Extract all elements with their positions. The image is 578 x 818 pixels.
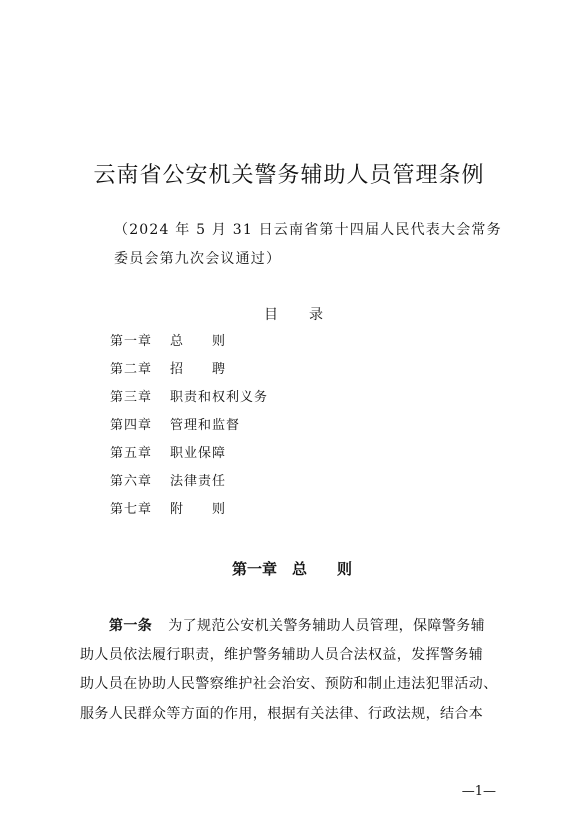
toc-item-title: 总 则 xyxy=(170,334,227,349)
article-line-3: 助人员在协助人民警察维护社会治安、预防和制止违法犯罪活动、 xyxy=(80,676,498,692)
toc-item-title: 职业保障 xyxy=(170,446,227,461)
article-line-1 xyxy=(109,615,485,635)
toc-item-title: 管理和监督 xyxy=(170,418,241,433)
adoption-note-line-1: （2024 年 5 月 31 日云南省第十四届人民代表大会常务 xyxy=(114,222,502,238)
toc-item-number: 第五章 xyxy=(110,446,153,461)
toc-item-number: 第二章 xyxy=(110,362,153,377)
document-title: 云南省公安机关警务辅助人员管理条例 xyxy=(93,163,485,188)
toc-item-title: 法律责任 xyxy=(170,474,227,489)
toc-item-number: 第四章 xyxy=(110,418,153,433)
toc-item-number: 第六章 xyxy=(110,474,153,489)
toc-item-number: 第七章 xyxy=(110,502,153,517)
toc-item xyxy=(110,417,268,445)
toc-item xyxy=(110,501,268,529)
toc-item-title: 职责和权利义务 xyxy=(170,390,269,405)
article-label: 第一条 xyxy=(109,618,153,634)
toc-heading xyxy=(264,304,324,324)
toc-item xyxy=(110,389,268,417)
article-line-2: 助人员依法履行职责，维护警务辅助人员合法权益，发挥警务辅 xyxy=(80,647,484,663)
page-number: —1— xyxy=(461,784,496,799)
chapter-heading xyxy=(232,558,352,579)
toc-item-title: 附 则 xyxy=(170,502,227,517)
toc-heading-part1: 目 xyxy=(264,307,279,323)
chapter-number: 第一章 xyxy=(232,560,278,578)
adoption-note-line-2: 委员会第九次会议通过） xyxy=(114,251,282,267)
toc-heading-part2: 录 xyxy=(309,307,324,323)
chapter-title: 总 则 xyxy=(292,560,353,578)
table-of-contents xyxy=(110,333,268,529)
article-text: 为了规范公安机关警务辅助人员管理，保障警务辅 xyxy=(168,618,486,634)
toc-item xyxy=(110,361,268,389)
toc-item xyxy=(110,445,268,473)
toc-item-number: 第一章 xyxy=(110,334,153,349)
toc-item-number: 第三章 xyxy=(110,390,153,405)
toc-item-title: 招 聘 xyxy=(170,362,227,377)
toc-item xyxy=(110,473,268,501)
article-line-4: 服务人民群众等方面的作用，根据有关法律、行政法规，结合本 xyxy=(80,706,484,722)
toc-item xyxy=(110,333,268,361)
